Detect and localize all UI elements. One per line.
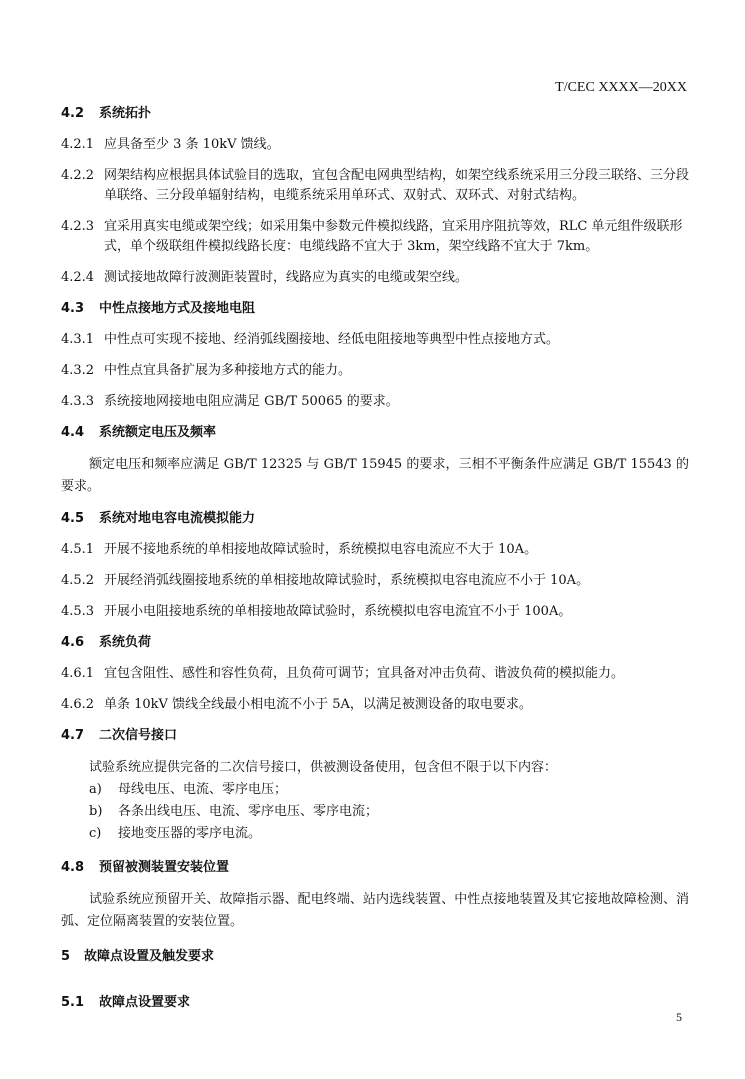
clause-text: 开展小电阻接地系统的单相接地故障试验时，系统模拟电容电流宜不小于 100A。 bbox=[104, 604, 572, 619]
clause-number: 4.2.2 bbox=[61, 168, 95, 183]
list-item-text: 母线电压、电流、零序电压； bbox=[118, 782, 288, 797]
clause-text: 应具备至少 3 条 10kV 馈线。 bbox=[104, 137, 280, 152]
section-heading-5-1 bbox=[61, 993, 689, 1013]
clause-4-3-2 bbox=[61, 361, 689, 381]
paragraph-4-4: 额定电压和频率应满足 GB/T 12325 与 GB/T 15945 的要求，三相不平衡条件应满足 GB/T 15543 的要求。 bbox=[61, 457, 689, 494]
clause-number: 4.6.1 bbox=[61, 666, 95, 681]
section-number: 5.1 bbox=[61, 995, 85, 1010]
clause-number: 4.5.3 bbox=[61, 604, 95, 619]
section-number: 4.5 bbox=[61, 511, 85, 526]
clause-text: 开展经消弧线圈接地系统的单相接地故障试验时，系统模拟电容电流应不小于 10A。 bbox=[104, 573, 590, 588]
clause-text: 中性点宜具备扩展为多种接地方式的能力。 bbox=[104, 363, 352, 378]
section-title: 中性点接地方式及接地电阻 bbox=[99, 301, 256, 316]
section-number: 4.2 bbox=[61, 106, 85, 121]
section-heading-4-8 bbox=[61, 858, 689, 878]
clause-number: 4.5.1 bbox=[61, 542, 95, 557]
clause-text: 单条 10kV 馈线全线最小相电流不小于 5A，以满足被测设备的取电要求。 bbox=[104, 697, 532, 712]
list-item bbox=[61, 801, 689, 823]
section-heading-4-4 bbox=[61, 423, 689, 443]
clause-number: 4.3.1 bbox=[61, 332, 95, 347]
clause-number: 4.5.2 bbox=[61, 573, 95, 588]
list-item-text: 接地变压器的零序电流。 bbox=[118, 826, 262, 841]
clause-number: 4.3.3 bbox=[61, 394, 95, 409]
list-marker: b) bbox=[89, 804, 103, 819]
paragraph-4-7: 试验系统应提供完备的二次信号接口，供被测设备使用，包含但不限于以下内容： bbox=[89, 760, 558, 775]
page-number: 5 bbox=[676, 1010, 682, 1024]
section-heading-4-7 bbox=[61, 726, 689, 746]
clause-text: 开展不接地系统的单相接地故障试验时，系统模拟电容电流应不大于 10A。 bbox=[104, 542, 538, 557]
clause-number: 4.2.1 bbox=[61, 137, 95, 152]
clause-4-2-2 bbox=[61, 166, 689, 206]
chapter-title: 故障点设置及触发要求 bbox=[84, 949, 215, 964]
clause-4-5-3 bbox=[61, 602, 689, 622]
clause-4-2-3 bbox=[61, 217, 689, 257]
list-marker: a) bbox=[89, 782, 102, 797]
clause-4-3-3 bbox=[61, 392, 689, 412]
clause-4-2-4 bbox=[61, 268, 689, 288]
interface-list bbox=[61, 779, 689, 845]
section-number: 4.4 bbox=[61, 425, 85, 440]
clause-text: 宜采用真实电缆或架空线；如采用集中参数元件模拟线路，宜采用序阻抗等效，RLC 单元组件级联形式，单个级联组件模拟线路长度：电缆线路不宜大于 3km，架空线路不宜大于 7km。 bbox=[104, 219, 683, 254]
clause-text: 宜包含阻性、感性和容性负荷，且负荷可调节；宜具备对冲击负荷、谐波负荷的模拟能力。 bbox=[104, 666, 625, 681]
list-item bbox=[61, 823, 689, 845]
clause-text: 中性点可实现不接地、经消弧线圈接地、经低电阻接地等典型中性点接地方式。 bbox=[104, 332, 560, 347]
clause-text: 系统接地网接地电阻应满足 GB/T 50065 的要求。 bbox=[104, 394, 399, 409]
paragraph-4-8: 试验系统应预留开关、故障指示器、配电终端、站内选线装置、中性点接地装置及其它接地故障检测、消弧、定位隔离装置的安装位置。 bbox=[61, 892, 689, 929]
section-title: 系统拓扑 bbox=[99, 106, 152, 121]
clause-4-5-2 bbox=[61, 571, 689, 591]
section-number: 4.3 bbox=[61, 301, 85, 316]
clause-number: 4.2.4 bbox=[61, 270, 95, 285]
section-title: 系统负荷 bbox=[99, 635, 152, 650]
document-body bbox=[61, 104, 689, 1024]
clause-text: 网架结构应根据具体试验目的选取，宜包含配电网典型结构，如架空线系统采用三分段三联络、三分段单联络、三分段单辐射结构，电缆系统采用单环式、双射式、双环式、对射式结构。 bbox=[104, 168, 690, 203]
section-title: 故障点设置要求 bbox=[99, 995, 191, 1010]
section-heading-4-5 bbox=[61, 509, 689, 529]
list-marker: c) bbox=[89, 826, 102, 841]
chapter-heading-5 bbox=[61, 947, 689, 967]
clause-4-5-1 bbox=[61, 540, 689, 560]
section-title: 系统额定电压及频率 bbox=[99, 425, 217, 440]
clause-4-6-1 bbox=[61, 664, 689, 684]
clause-number: 4.6.2 bbox=[61, 697, 95, 712]
section-title: 预留被测装置安装位置 bbox=[99, 860, 230, 875]
chapter-number: 5 bbox=[61, 949, 71, 964]
section-number: 4.8 bbox=[61, 860, 85, 875]
section-number: 4.7 bbox=[61, 728, 85, 743]
list-item-text: 各条出线电压、电流、零序电压、零序电流； bbox=[118, 804, 379, 819]
clause-text: 测试接地故障行波测距装置时，线路应为真实的电缆或架空线。 bbox=[104, 270, 469, 285]
section-heading-4-6 bbox=[61, 633, 689, 653]
list-item bbox=[61, 779, 689, 801]
section-title: 系统对地电容电流模拟能力 bbox=[99, 511, 256, 526]
clause-number: 4.3.2 bbox=[61, 363, 95, 378]
clause-number: 4.2.3 bbox=[61, 219, 95, 234]
section-heading-4-2 bbox=[61, 104, 689, 124]
clause-4-6-2 bbox=[61, 695, 689, 715]
clause-4-3-1 bbox=[61, 330, 689, 350]
section-number: 4.6 bbox=[61, 635, 85, 650]
section-heading-4-3 bbox=[61, 299, 689, 319]
document-code-header: T/CEC XXXX—20XX bbox=[555, 80, 687, 95]
section-title: 二次信号接口 bbox=[99, 728, 178, 743]
clause-4-2-1 bbox=[61, 135, 689, 155]
